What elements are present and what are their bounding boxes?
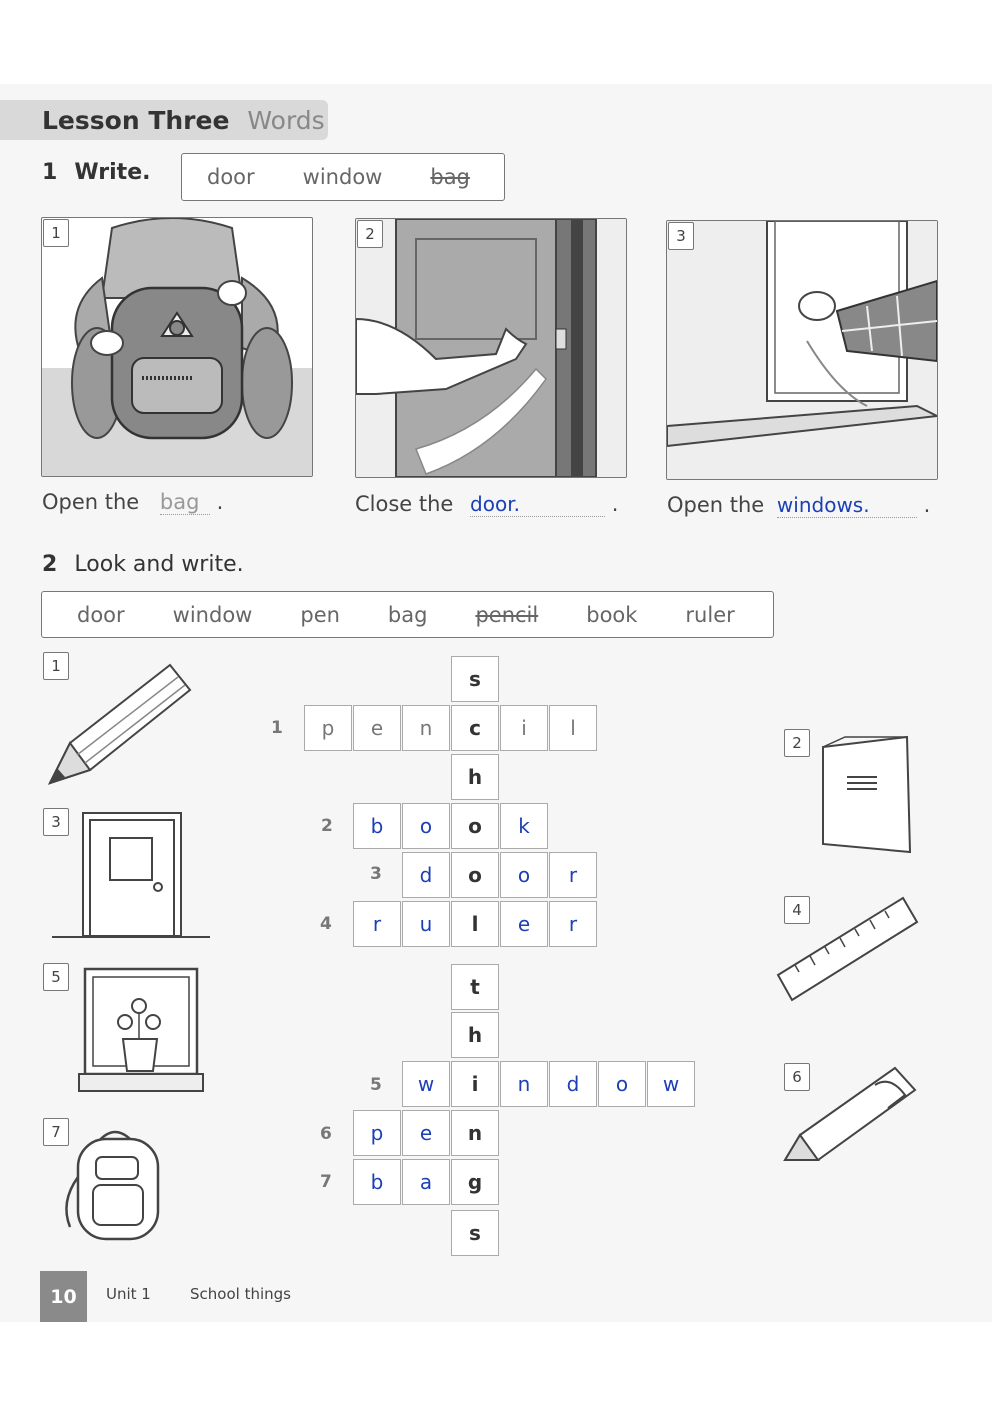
picture-backpack-open: [41, 217, 313, 477]
ex1-number: 1: [42, 160, 58, 185]
page-number: 10: [40, 1271, 87, 1322]
clue-number: 1: [271, 718, 283, 738]
ex2-word: book: [586, 602, 638, 627]
crossword-cell[interactable]: e: [402, 1110, 450, 1156]
clue-number: 3: [370, 864, 382, 884]
crossword-cell[interactable]: s: [451, 656, 499, 702]
crossword-cell[interactable]: n: [402, 705, 450, 751]
unit-label: Unit 1: [106, 1285, 151, 1303]
lesson-banner: [0, 100, 328, 140]
picture-number-tag: 3: [668, 222, 694, 250]
crossword-cell[interactable]: i: [451, 1061, 499, 1107]
crossword-cell[interactable]: o: [451, 803, 499, 849]
crossword-cell[interactable]: n: [451, 1110, 499, 1156]
crossword-cell[interactable]: o: [402, 803, 450, 849]
crossword-cell[interactable]: d: [549, 1061, 597, 1107]
crossword-cell[interactable]: t: [451, 964, 499, 1010]
caption-3: [667, 493, 930, 518]
picture-number-tag: 5: [43, 963, 69, 991]
picture-number-tag: 6: [784, 1063, 810, 1091]
book-icon: [815, 732, 915, 857]
schoolbag-icon: [58, 1127, 173, 1245]
answer-windows[interactable]: windows.: [777, 493, 917, 518]
lesson-title: Lesson Three: [42, 105, 230, 135]
crossword-cell[interactable]: o: [598, 1061, 646, 1107]
crossword-cell[interactable]: k: [500, 803, 548, 849]
crossword-cell[interactable]: b: [353, 803, 401, 849]
picture-door-close: [355, 218, 627, 478]
ex1-word: window: [302, 165, 383, 189]
unit-title: School things: [190, 1285, 291, 1303]
ex1-title: Write.: [74, 160, 151, 185]
ex2-word: ruler: [685, 602, 735, 627]
crossword-cell[interactable]: n: [500, 1061, 548, 1107]
caption-period: .: [611, 492, 619, 516]
picture-number-tag: 1: [43, 652, 69, 680]
crossword-cell[interactable]: p: [304, 705, 352, 751]
caption-prefix: Open the: [42, 490, 140, 514]
clue-number: 6: [320, 1124, 332, 1144]
ex2-number: 2: [42, 552, 58, 577]
ex1-word-box: [181, 153, 505, 201]
crossword-cell[interactable]: c: [451, 705, 499, 751]
backpack-illustration: [42, 218, 312, 476]
ex2-word: pen: [300, 602, 340, 627]
picture-number-tag: 2: [784, 729, 810, 757]
crossword-cell[interactable]: w: [402, 1061, 450, 1107]
crossword-cell[interactable]: g: [451, 1159, 499, 1205]
crossword-cell[interactable]: l: [549, 705, 597, 751]
crossword-cell[interactable]: o: [451, 852, 499, 898]
crossword-cell[interactable]: r: [353, 901, 401, 947]
caption-prefix: Close the: [355, 492, 454, 516]
crossword-cell[interactable]: d: [402, 852, 450, 898]
ex2-title: Look and write.: [74, 552, 244, 577]
pen-icon: [780, 1060, 920, 1170]
crossword-cell[interactable]: p: [353, 1110, 401, 1156]
crossword-cell[interactable]: a: [402, 1159, 450, 1205]
crossword-cell[interactable]: h: [451, 754, 499, 800]
lesson-topic: Words: [247, 105, 325, 135]
pencil-icon: [45, 655, 195, 790]
caption-2: [355, 492, 618, 517]
ex2-heading: [42, 552, 244, 577]
picture-number-tag: 2: [357, 220, 383, 248]
crossword-cell[interactable]: o: [500, 852, 548, 898]
crossword-cell[interactable]: e: [353, 705, 401, 751]
ex2-word: window: [172, 602, 253, 627]
picture-number-tag: 4: [784, 896, 810, 924]
crossword-cell[interactable]: u: [402, 901, 450, 947]
crossword-cell[interactable]: r: [549, 852, 597, 898]
crossword-cell[interactable]: h: [451, 1012, 499, 1058]
caption-prefix: Open the: [667, 493, 765, 517]
picture-number-tag: 7: [43, 1118, 69, 1146]
ex1-word-used: bag: [430, 165, 470, 189]
picture-window-open: [666, 220, 938, 480]
ruler-icon: [775, 890, 920, 1005]
crossword-cell[interactable]: b: [353, 1159, 401, 1205]
caption-1: [42, 490, 223, 515]
crossword-cell[interactable]: s: [451, 1210, 499, 1256]
ex1-heading: [42, 160, 150, 185]
picture-number-tag: 3: [43, 808, 69, 836]
window-icon: [75, 966, 205, 1094]
ex2-word-used: pencil: [475, 602, 539, 627]
crossword-cell[interactable]: i: [500, 705, 548, 751]
answer-door[interactable]: door.: [470, 492, 605, 517]
ex1-word: door: [207, 165, 255, 189]
clue-number: 5: [370, 1075, 382, 1095]
caption-period: .: [923, 493, 931, 517]
answer-bag[interactable]: bag: [160, 490, 210, 515]
crossword-cell[interactable]: e: [500, 901, 548, 947]
crossword-cell[interactable]: w: [647, 1061, 695, 1107]
picture-number-tag: 1: [43, 219, 69, 247]
ex2-word: door: [77, 602, 125, 627]
ex2-word: bag: [387, 602, 428, 627]
caption-period: .: [216, 490, 224, 514]
door-illustration: [356, 219, 626, 477]
window-illustration: [667, 221, 937, 479]
crossword-cell[interactable]: r: [549, 901, 597, 947]
door-icon: [50, 810, 212, 940]
clue-number: 7: [320, 1172, 332, 1192]
ex2-word-box: [41, 591, 774, 638]
clue-number: 4: [320, 914, 332, 934]
clue-number: 2: [321, 816, 333, 836]
crossword-cell[interactable]: l: [451, 901, 499, 947]
